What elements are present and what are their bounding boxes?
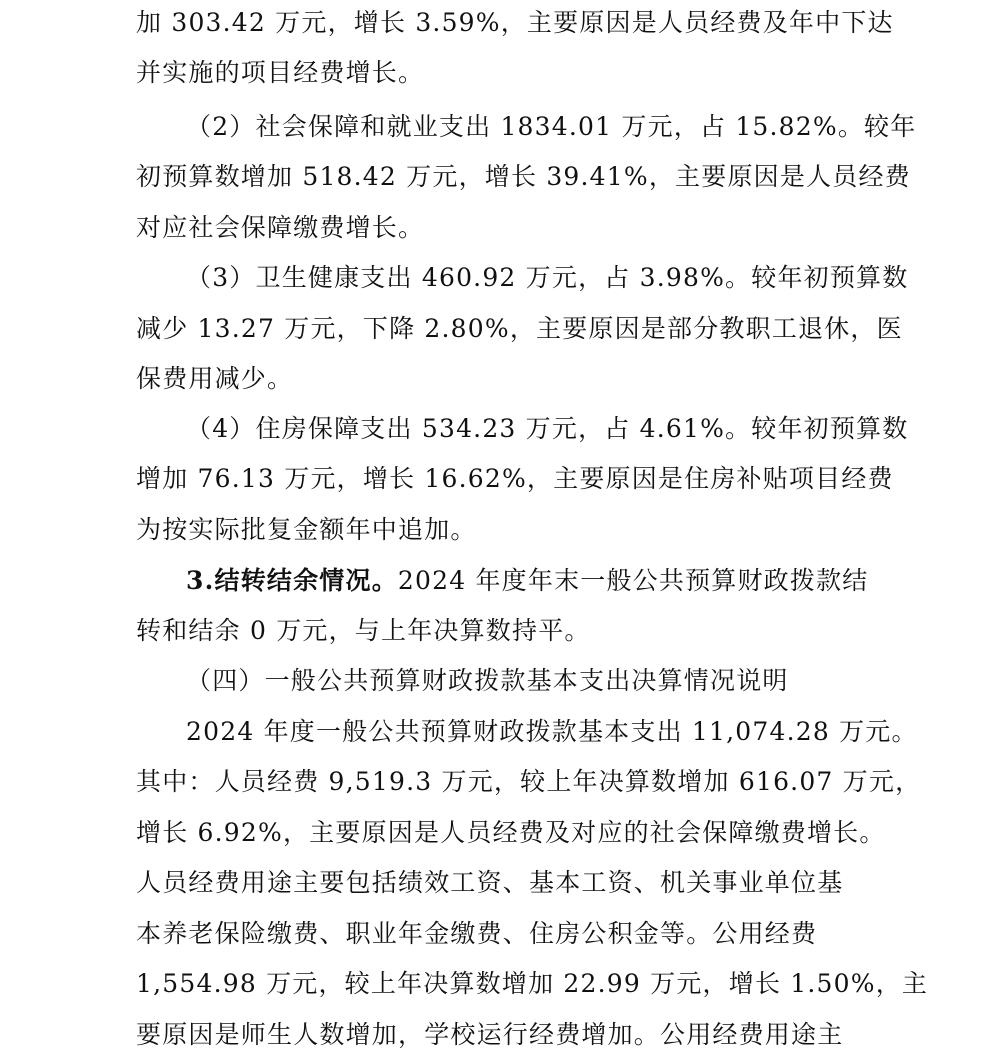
text-line: 减少 13.27 万元，下降 2.80%，主要原因是部分教职工退休，医 [136, 314, 903, 343]
text-line: 要原因是师生人数增加，学校运行经费增加。公用经费用途主 [136, 1020, 844, 1049]
text-line: 初预算数增加 518.42 万元，增长 39.41%，主要原因是人员经费 [136, 162, 911, 191]
text-line: （2）社会保障和就业支出 1834.01 万元，占 15.82%。较年 [186, 112, 917, 141]
section-heading: 3.结转结余情况。 [186, 566, 398, 595]
text-line: 1,554.98 万元，较上年决算数增加 22.99 万元，增长 1.50%，主 [136, 969, 929, 998]
text-line: （4）住房保障支出 534.23 万元，占 4.61%。较年初预算数 [186, 414, 909, 443]
text-line: 保费用减少。 [136, 364, 294, 393]
text-line: 转和结余 0 万元，与上年决算数持平。 [136, 616, 591, 645]
text-line: 其中：人员经费 9,519.3 万元，较上年决算数增加 616.07 万元， [136, 767, 922, 796]
subsection-heading: （四）一般公共预算财政拨款基本支出决算情况说明 [186, 666, 789, 695]
text-line: （3）卫生健康支出 460.92 万元，占 3.98%。较年初预算数 [186, 263, 909, 292]
text-line: 增加 76.13 万元，增长 16.62%，主要原因是住房补贴项目经费 [136, 464, 894, 493]
text-line: 并实施的项目经费增长。 [136, 58, 425, 87]
text-line: 增长 6.92%，主要原因是人员经费及对应的社会保障缴费增长。 [136, 818, 886, 847]
section-body: 2024 年度年末一般公共预算财政拨款结 [397, 566, 869, 595]
text-line: 加 303.42 万元，增长 3.59%，主要原因是人员经费及年中下达 [136, 8, 894, 37]
text-line: 2024 年度一般公共预算财政拨款基本支出 11,074.28 万元。 [186, 717, 918, 746]
text-line: 为按实际批复金额年中追加。 [136, 515, 477, 544]
text-line: 人员经费用途主要包括绩效工资、基本工资、机关事业单位基 [136, 868, 844, 897]
text-line: 本养老保险缴费、职业年金缴费、住房公积金等。公用经费 [136, 919, 818, 948]
text-line: 对应社会保障缴费增长。 [136, 213, 425, 242]
text-line [186, 561, 868, 601]
